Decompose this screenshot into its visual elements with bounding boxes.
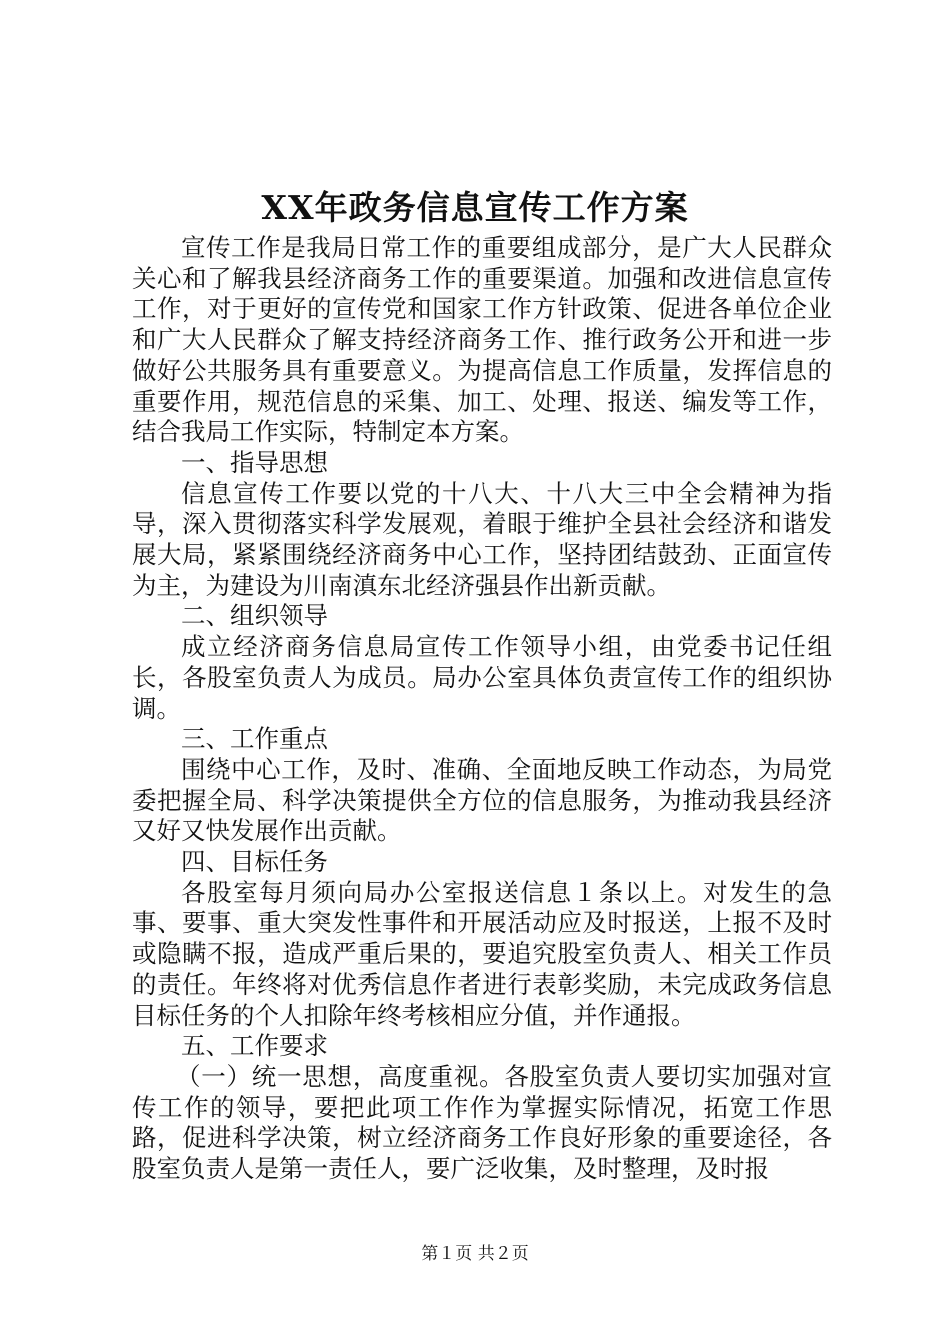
- section-heading-work-focus: 三、工作重点: [181, 724, 328, 754]
- document-title: XX年政务信息宣传工作方案: [261, 188, 689, 227]
- page-footer: 第１页 共２页: [421, 1244, 529, 1264]
- section-heading-requirements: 五、工作要求: [181, 1031, 328, 1061]
- requirements-paragraph: （一）统一思想，高度重视。各股室负责人要切实加强对宣传工作的领导，要把此项工作作为掌握实际情况，拓宽工作思路，促进科学决策，树立经济商务工作良好形象的重要途径，各股室负责人是第一责任人，要广泛收集，及时整理，及时报: [132, 1061, 832, 1184]
- section-heading-targets: 四、目标任务: [181, 847, 328, 877]
- work-focus-paragraph: 围绕中心工作，及时、准确、全面地反映工作动态，为局党委把握全局、科学决策提供全方位的信息服务，为推动我县经济又好又快发展作出贡献。: [132, 754, 832, 846]
- section-heading-guiding-thought: 一、指导思想: [181, 447, 328, 477]
- section-heading-organization: 二、组织领导: [181, 601, 328, 631]
- targets-paragraph: 各股室每月须向局办公室报送信息１条以上。对发生的急事、要事、重大突发性事件和开展活动应及时报送，上报不及时或隐瞒不报，造成严重后果的，要追究股室负责人、相关工作员的责任。年终将对优秀信息作者进行表彰奖励，未完成政务信息目标任务的个人扣除年终考核相应分值，并作通报。: [132, 877, 832, 1030]
- organization-paragraph: 成立经济商务信息局宣传工作领导小组，由党委书记任组长，各股室负责人为成员。局办公室具体负责宣传工作的组织协调。: [132, 632, 832, 723]
- intro-paragraph: 宣传工作是我局日常工作的重要组成部分，是广大人民群众关心和了解我县经济商务工作的重要渠道。加强和改进信息宣传工作，对于更好的宣传党和国家工作方针政策、促进各单位企业和广大人民群众了解支持经济商务工作、推行政务公开和进一步做好公共服务具有重要意义。为提高信息工作质量，发挥信息的重要作用，规范信息的采集、加工、处理、报送、编发等工作，结合我局工作实际，特制定本方案。: [132, 233, 832, 447]
- document-body: [132, 233, 832, 1185]
- guiding-thought-paragraph: 信息宣传工作要以党的十八大、十八大三中全会精神为指导，深入贯彻落实科学发展观，着眼于维护全县社会经济和谐发展大局，紧紧围绕经济商务中心工作，坚持团结鼓劲、正面宣传为主，为建设为川南滇东北经济强县作出新贡献。: [132, 478, 832, 600]
